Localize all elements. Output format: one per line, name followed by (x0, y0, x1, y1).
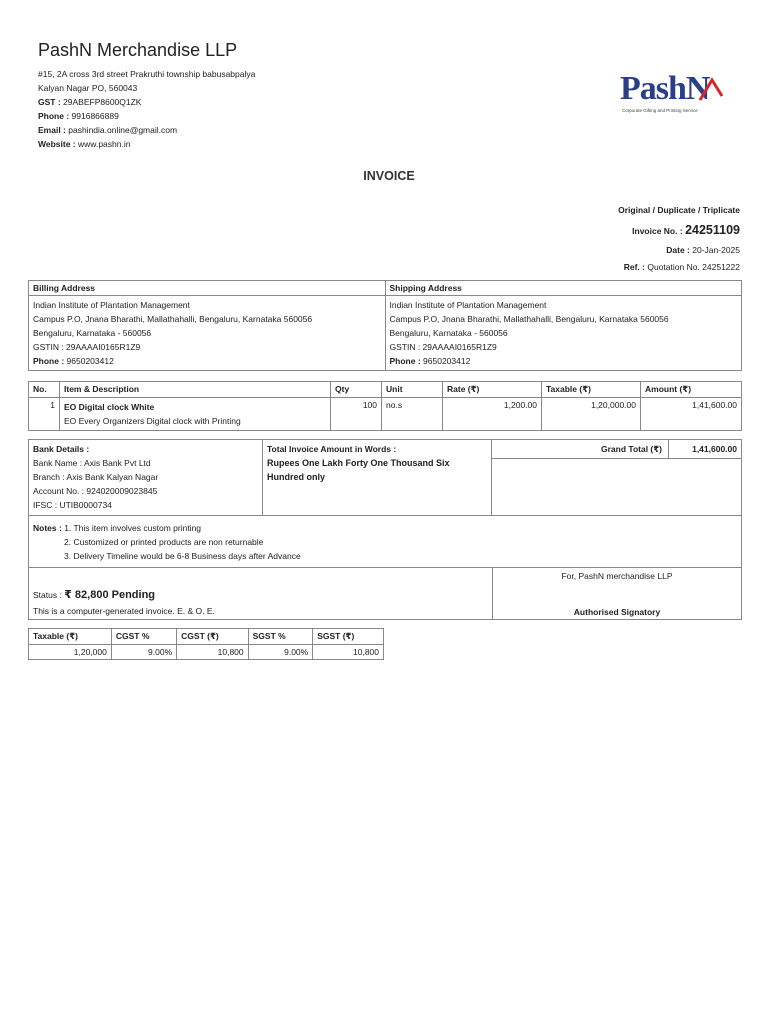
invoice-title: INVOICE (363, 169, 415, 183)
shipping-gstin: GSTIN : 29AAAAI0165R1Z9 (389, 342, 497, 352)
gst-value: 29ABEFP8600Q1ZK (63, 97, 142, 107)
logo-wordmark: PashN (620, 70, 710, 107)
phone-value: 9916866889 (71, 111, 119, 121)
notes-label: Notes : (33, 523, 62, 533)
shipping-address (385, 296, 742, 371)
gst-label: GST : (38, 97, 61, 107)
authorised-signatory: Authorised Signatory (573, 607, 661, 617)
shipping-phone-value: 9650203412 (423, 356, 471, 366)
tax-taxable: 1,20,000 (29, 645, 112, 660)
status-value: ₹ 82,800 Pending (64, 589, 156, 601)
website-value: www.pashn.in (78, 139, 131, 149)
copy-type-label: Original / Duplicate / Triplicate (618, 205, 740, 215)
phone-label: Phone : (38, 111, 70, 121)
col-rate: Rate (₹) (443, 382, 542, 398)
bank-name: Bank Name : Axis Bank Pvt Ltd (33, 458, 151, 468)
tax-col-sgst-rate: SGST % (248, 629, 313, 645)
date-value: 20-Jan-2025 (692, 245, 740, 255)
item-no: 1 (29, 398, 60, 431)
ref-value: Quotation No. 24251222 (647, 262, 740, 272)
company-name: PashN Merchandise LLP (38, 40, 238, 60)
invoice-no-label: Invoice No. : (632, 226, 683, 236)
tax-col-cgst: CGST (₹) (177, 629, 248, 645)
items-header-row (29, 382, 742, 398)
billing-name: Indian Institute of Plantation Management (33, 300, 190, 310)
amount-in-words (262, 439, 492, 516)
address-table (28, 280, 742, 371)
ref-label: Ref. : (623, 262, 645, 272)
billing-phone-label: Phone : (33, 356, 65, 366)
shipping-line2: Bengaluru, Karnataka - 560056 (389, 328, 508, 338)
tax-header-row (29, 629, 384, 645)
grand-total-value: 1,41,600.00 (692, 444, 737, 454)
for-company: For, PashN merchandise LLP (561, 571, 673, 581)
item-unit: no.s (382, 398, 443, 431)
table-row (29, 398, 742, 431)
date-label: Date : (666, 245, 690, 255)
billing-header: Billing Address (29, 281, 386, 296)
company-logo (620, 70, 740, 118)
col-qty: Qty (331, 382, 382, 398)
grand-total-label: Grand Total (₹) (492, 440, 669, 458)
shipping-phone (390, 354, 738, 368)
tax-sgst-rate: 9.00% (248, 645, 313, 660)
tax-cgst: 10,800 (177, 645, 248, 660)
col-item: Item & Description (60, 382, 331, 398)
item-name: EO Digital clock White (64, 402, 155, 412)
status-label: Status : (33, 590, 62, 600)
note-item: 2. Customized or printed products are non returnable (64, 537, 264, 547)
bank-ifsc: IFSC : UTIB0000734 (33, 500, 112, 510)
company-phone (38, 109, 119, 123)
invoice-number (632, 223, 740, 237)
invoice-ref (624, 262, 740, 272)
table-row (29, 645, 384, 660)
billing-line1: Campus P.O, Jnana Bharathi, Mallathahalli, Bengaluru, Karnataka 560056 (33, 314, 313, 324)
bank-header: Bank Details : (33, 444, 90, 454)
billing-line2: Bengaluru, Karnataka - 560056 (33, 328, 152, 338)
logo-tagline: Corporate Gifting and Printing Service (622, 108, 698, 113)
shipping-phone-label: Phone : (389, 356, 421, 366)
col-amount: Amount (₹) (641, 382, 742, 398)
company-email (38, 123, 177, 137)
tax-col-cgst-rate: CGST % (111, 629, 176, 645)
item-description (60, 398, 331, 431)
email-value: pashindia.online@gmail.com (68, 125, 178, 135)
col-taxable: Taxable (₹) (542, 382, 641, 398)
status-line (33, 588, 155, 601)
tax-sgst: 10,800 (313, 645, 384, 660)
signatory-box (492, 567, 742, 620)
item-rate: 1,200.00 (443, 398, 542, 431)
shipping-line1: Campus P.O, Jnana Bharathi, Mallathahalli, Bengaluru, Karnataka 560056 (389, 314, 669, 324)
computer-generated-note: This is a computer-generated invoice. E. & O. E. (33, 606, 215, 616)
shipping-name: Indian Institute of Plantation Management (389, 300, 547, 310)
col-no: No. (29, 382, 60, 398)
tax-col-sgst: SGST (₹) (313, 629, 384, 645)
tax-summary-table (28, 628, 384, 660)
notes (28, 515, 742, 568)
billing-address (29, 296, 386, 371)
bank-account: Account No. : 924020009023845 (33, 486, 158, 496)
bank-details (28, 439, 263, 516)
item-qty: 100 (331, 398, 382, 431)
company-address-2: Kalyan Nagar PO, 560043 (38, 83, 138, 93)
billing-phone-value: 9650203412 (66, 356, 114, 366)
note-item: 3. Delivery Timeline would be 6-8 Business days after Advance (64, 551, 301, 561)
copy-type (618, 205, 740, 215)
item-amount: 1,41,600.00 (641, 398, 742, 431)
company-address-1: #15, 2A cross 3rd street Prakruthi township babusabpalya (38, 69, 256, 79)
shipping-header: Shipping Address (385, 281, 742, 296)
website-label: Website : (38, 139, 76, 149)
email-label: Email : (38, 125, 66, 135)
grand-total-box (491, 439, 742, 516)
items-table (28, 381, 742, 431)
company-website (38, 137, 130, 151)
company-gst (38, 95, 141, 109)
item-taxable: 1,20,000.00 (542, 398, 641, 431)
logo-accent-icon (698, 76, 724, 102)
note-item: 1. This item involves custom printing (64, 523, 202, 533)
status-box (28, 567, 493, 620)
billing-gstin: GSTIN : 29AAAAI0165R1Z9 (33, 342, 141, 352)
tax-cgst-rate: 9.00% (111, 645, 176, 660)
tax-col-taxable: Taxable (₹) (29, 629, 112, 645)
words-value: Rupees One Lakh Forty One Thousand Six Hundred only (267, 458, 450, 482)
col-unit: Unit (382, 382, 443, 398)
invoice-no-value: 24251109 (685, 223, 740, 237)
words-header: Total Invoice Amount in Words : (267, 444, 397, 454)
billing-phone (33, 354, 381, 368)
item-desc: EO Every Organizers Digital clock with Printing (64, 416, 241, 426)
invoice-date (666, 245, 740, 255)
bank-branch: Branch : Axis Bank Kalyan Nagar (33, 472, 159, 482)
